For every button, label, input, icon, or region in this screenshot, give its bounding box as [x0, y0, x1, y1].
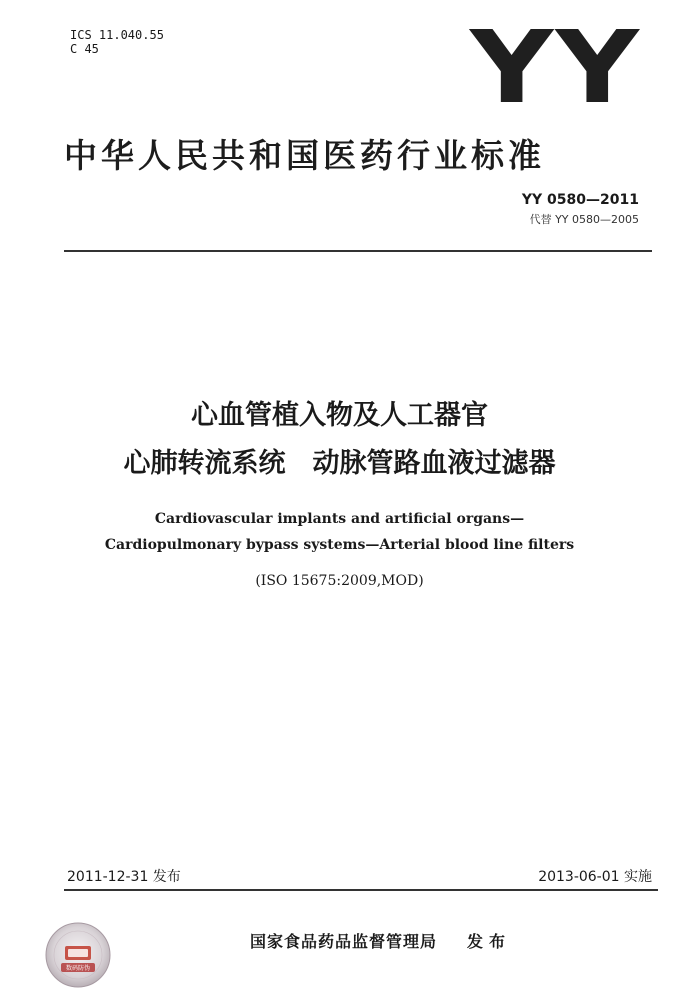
- yy-logo: YY: [470, 9, 642, 126]
- classification-codes: [70, 28, 164, 56]
- issue-date: 2011-12-31 发布: [67, 869, 181, 885]
- standard-category: 中华人民共和国医药行业标准: [64, 136, 545, 175]
- publisher-name: 国家食品药品监督管理局: [250, 932, 438, 951]
- top-divider: [64, 250, 652, 252]
- publish-label: 发布: [467, 932, 512, 951]
- chinese-title-line-1: 心血管植入物及人工器官: [191, 400, 488, 431]
- ics-code: ICS 11.040.55: [70, 28, 164, 42]
- anti-counterfeit-seal-icon: [43, 920, 113, 990]
- bottom-divider: [64, 889, 658, 891]
- replaces-standard: 代替 YY 0580—2005: [529, 213, 639, 226]
- ccs-code: C 45: [70, 42, 99, 56]
- standard-number: YY 0580—2011: [521, 192, 639, 208]
- english-title-line-1: Cardiovascular implants and artificial organs—: [154, 511, 525, 527]
- seal-text: 数码防伪: [65, 965, 91, 972]
- implementation-date: 2013-06-01 实施: [538, 869, 652, 885]
- chinese-title: [0, 392, 679, 488]
- english-title: [0, 506, 679, 558]
- iso-adoption-note: (ISO 15675:2009,MOD): [255, 573, 424, 589]
- english-title-line-2: Cardiopulmonary bypass systems—Arterial blood line filters: [104, 537, 575, 553]
- chinese-title-line-2: 心肺转流系统 动脉管路血液过滤器: [123, 448, 556, 479]
